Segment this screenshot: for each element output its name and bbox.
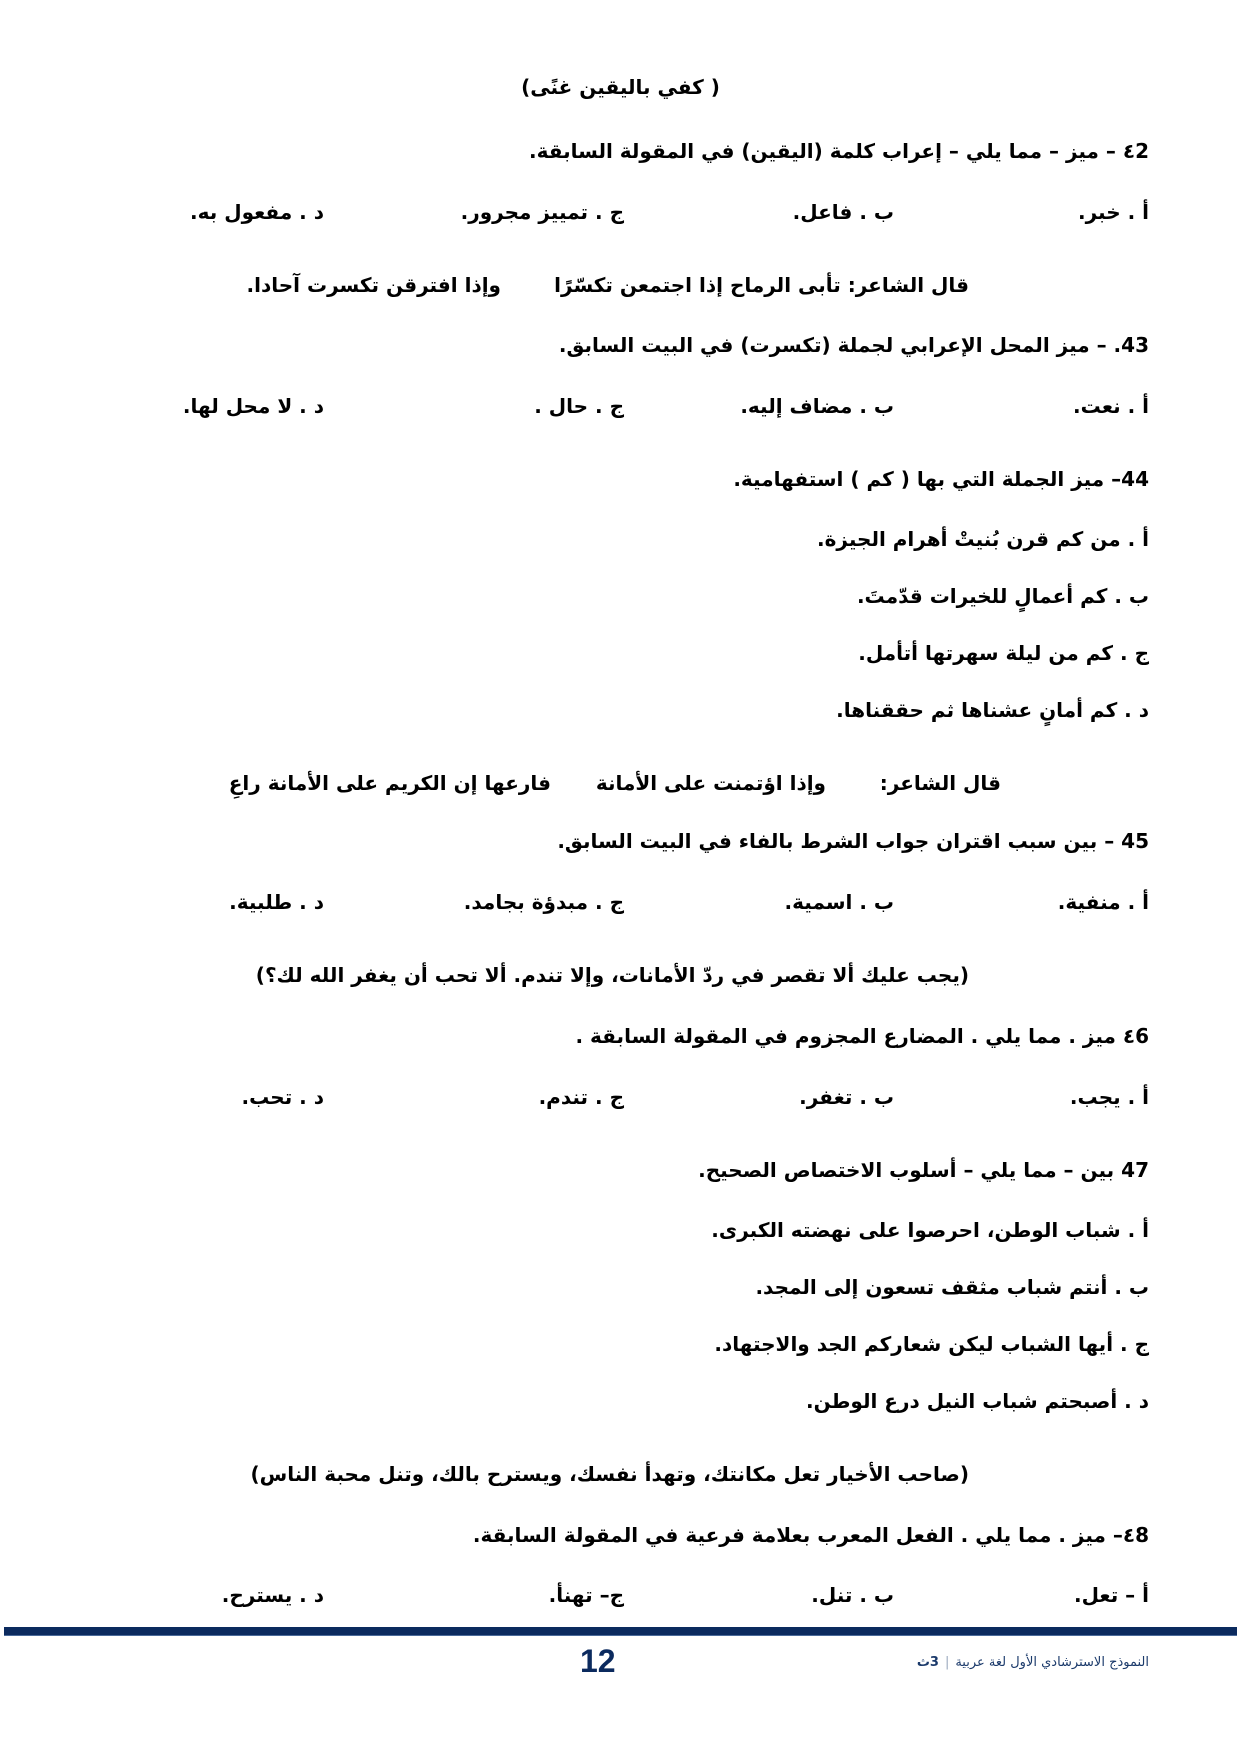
option-c[interactable]: ج . كم من ليلة سهرتها أتأمل. [858,641,1149,665]
options-48 [89,1580,1149,1610]
option-c[interactable]: ج . حال . [534,394,624,418]
options-45 [89,887,1149,917]
option-a[interactable]: أ . نعت. [1073,394,1149,418]
quote-48: (صاحب الأخيار تعل مكانتك، وتهدأ نفسك، ويسترح بالك، وتنل محبة الناس) [250,1462,969,1486]
question-43: 43. – ميز المحل الإعرابي لجملة (تكسرت) في البيت السابق. [558,333,1149,357]
option-b[interactable]: ب . تغفر. [799,1085,894,1109]
question-47: 47 بين – مما يلي – أسلوب الاختصاص الصحيح. [698,1158,1149,1182]
options-43 [89,391,1149,421]
verse-43-first: قال الشاعر: تأبى الرماح إذا اجتمعن تكسّرًا [554,273,969,297]
option-c[interactable]: ج . تمييز مجرور. [460,200,624,224]
option-b[interactable]: ب . اسمية. [784,890,894,914]
option-d[interactable]: د . لا محل لها. [182,394,324,418]
options-42 [89,197,1149,227]
option-d[interactable]: د . كم أمانٍ عشناها ثم حققناها. [836,698,1149,722]
option-b[interactable]: ب . مضاف إليه. [740,394,894,418]
option-d[interactable]: د . تحب. [241,1085,324,1109]
option-a[interactable]: أ . شباب الوطن، احرصوا على نهضته الكبرى. [711,1218,1149,1242]
option-c[interactable]: ج . أيها الشباب ليكن شعاركم الجد والاجتهاد. [714,1332,1149,1356]
question-46: ٤6 ميز . مما يلي . المضارع المجزوم في المقولة السابقة . [575,1024,1149,1048]
quote-42: ( كفي باليقين غنًى) [521,75,720,99]
option-d[interactable]: د . طلبية. [229,890,324,914]
option-b[interactable]: ب . كم أعمالٍ للخيرات قدّمتَ. [856,584,1149,608]
footer-document-title: النموذج الاسترشادي الأول لغة عربية [955,1655,1149,1670]
verse-45-first: وإذا اؤتمنت على الأمانة [595,771,826,795]
question-48: ٤8– ميز . مما يلي . الفعل المعرب بعلامة فرعية في المقولة السابقة. [472,1523,1149,1547]
option-b[interactable]: ب . فاعل. [792,200,894,224]
footer-title [917,1655,1149,1670]
option-a[interactable]: أ . منفية. [1057,890,1149,914]
option-a[interactable]: أ – تعل. [1073,1583,1149,1607]
option-c[interactable]: ج . مبدؤة بجامد. [463,890,624,914]
option-c[interactable]: ج . تندم. [538,1085,624,1109]
option-d[interactable]: د . يسترح. [221,1583,324,1607]
option-a[interactable]: أ . خبر. [1078,200,1149,224]
verse-45-intro: قال الشاعر: [879,771,1001,795]
question-42: ٤2 – ميز – مما يلي – إعراب كلمة (اليقين) في المقولة السابقة. [528,139,1149,163]
option-a[interactable]: أ . يجب. [1069,1085,1149,1109]
verse-45-second: فارعها إن الكريم على الأمانة راعِ [228,771,551,795]
options-46 [89,1082,1149,1112]
page-number: 12 [580,1643,616,1679]
option-d[interactable]: د . أصبحتم شباب النيل درع الوطن. [805,1389,1149,1413]
question-44: 44– ميز الجملة التي بها ( كم ) استفهامية. [733,467,1149,491]
quote-46: (يجب عليك ألا تقصر في ردّ الأمانات، وإلا تندم. ألا تحب أن يغفر الله لك؟) [255,963,969,987]
footer-grade: 3ث [916,1655,939,1670]
option-b[interactable]: ب . أنتم شباب مثقف تسعون إلى المجد. [755,1275,1149,1299]
footer-divider [4,1627,1237,1636]
option-d[interactable]: د . مفعول به. [190,200,324,224]
question-45: 45 – بين سبب اقتران جواب الشرط بالفاء في البيت السابق. [557,829,1149,853]
option-a[interactable]: أ . من كم قرن بُنيتْ أهرام الجيزة. [817,527,1149,551]
option-b[interactable]: ب . تنل. [811,1583,894,1607]
footer-separator: | [944,1655,950,1670]
verse-43-second: وإذا افترقن تكسرت آحادا. [246,273,501,297]
option-c[interactable]: ج– تهنأ. [548,1583,624,1607]
